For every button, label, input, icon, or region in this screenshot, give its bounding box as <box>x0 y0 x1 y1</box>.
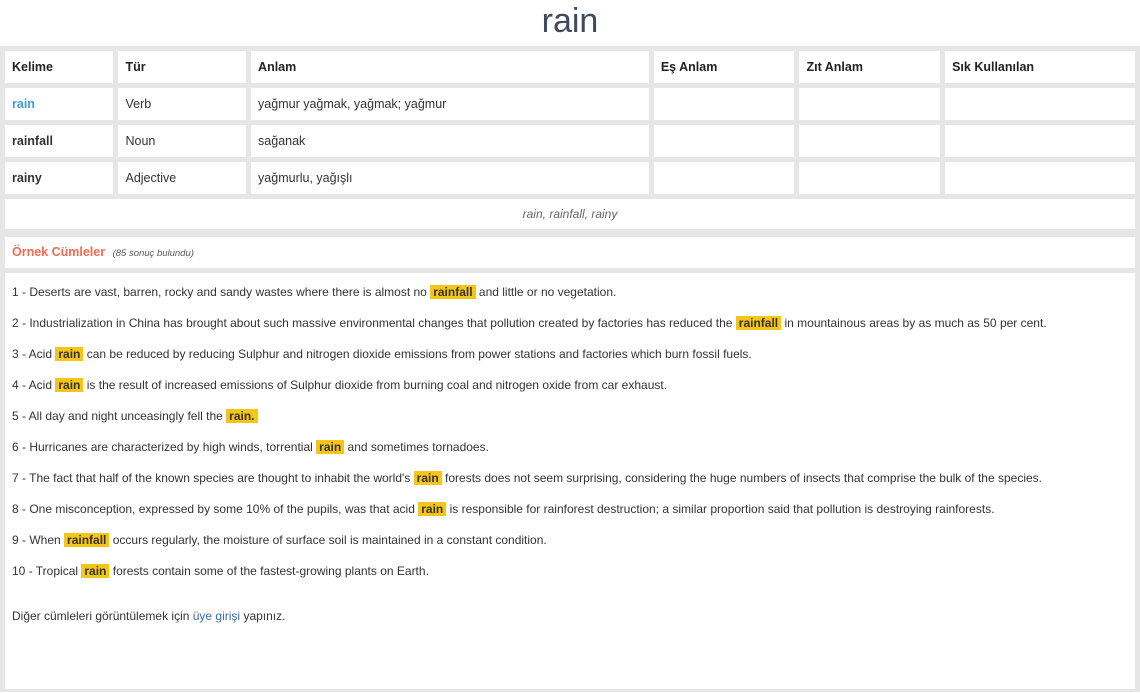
table-row <box>5 162 1135 194</box>
word-frequent <box>945 88 1135 120</box>
word-synonym <box>654 125 795 157</box>
highlighted-word: rainfall <box>736 316 781 330</box>
examples-count: (85 sonuç bulundu) <box>112 248 194 259</box>
word-frequent <box>945 162 1135 194</box>
example-sentence: 3 - Acid rain can be reduced by reducing Sulphur and nitrogen dioxide emissions from power stations and factories which burn fossil fuels. <box>12 347 752 361</box>
highlighted-word: rain <box>55 347 83 361</box>
word-synonym <box>654 88 795 120</box>
examples-header <box>5 237 1135 268</box>
table-row <box>5 88 1135 120</box>
highlighted-word: rainfall <box>430 285 475 299</box>
highlighted-word: rain. <box>226 409 257 423</box>
word-forms: rain, rainfall, rainy <box>5 199 1135 229</box>
highlighted-word: rain <box>414 471 442 485</box>
highlighted-word: rain <box>81 564 109 578</box>
word-type: Noun <box>118 125 246 157</box>
word-forms-row <box>5 199 1135 229</box>
example-sentence: 8 - One misconception, expressed by some 10% of the pupils, was that acid rain is responsible for rainforest destruction; a similar proportion said that pollution is destroying rainforests. <box>12 502 995 516</box>
header-tur: Tür <box>118 51 246 83</box>
word-antonym <box>799 88 940 120</box>
header-zit-anlam: Zıt Anlam <box>799 51 940 83</box>
highlighted-word: rain <box>55 378 83 392</box>
examples-title: Örnek Cümleler <box>12 245 106 259</box>
word-table <box>0 46 1140 234</box>
example-sentence: 9 - When rainfall occurs regularly, the moisture of surface soil is maintained in a constant condition. <box>12 533 547 547</box>
login-prompt: Diğer cümleleri görüntülemek için üye girişi yapınız. <box>12 609 286 623</box>
content-frame <box>0 46 1140 692</box>
example-sentence: 7 - The fact that half of the known species are thought to inhabit the world's rain forests does not seem surprising, considering the huge numbers of insects that comprise the bulk of the species. <box>12 471 1042 485</box>
highlighted-word: rain <box>316 440 344 454</box>
word-antonym <box>799 125 940 157</box>
header-kelime: Kelime <box>5 51 113 83</box>
login-link[interactable]: üye girişi <box>192 609 241 623</box>
word-type: Adjective <box>118 162 246 194</box>
word-rainy: rainy <box>5 162 113 194</box>
table-row <box>5 125 1135 157</box>
word-meaning: yağmur yağmak, yağmak; yağmur <box>251 88 649 120</box>
page-title: rain <box>541 2 599 40</box>
word-frequent <box>945 125 1135 157</box>
example-sentence: 10 - Tropical rain forests contain some of the fastest-growing plants on Earth. <box>12 564 429 578</box>
header-es-anlam: Eş Anlam <box>654 51 795 83</box>
example-sentence: 4 - Acid rain is the result of increased emissions of Sulphur dioxide from burning coal and nitrogen oxide from car exhaust. <box>12 378 668 392</box>
example-sentence: 2 - Industrialization in China has brought about such massive environmental changes that pollution created by factories has reduced the rainfall in mountainous areas by as much as 50 per cent. <box>12 316 1047 330</box>
highlighted-word: rain <box>418 502 446 516</box>
word-rainfall: rainfall <box>5 125 113 157</box>
example-sentence: 5 - All day and night unceasingly fell the rain. <box>12 407 1115 426</box>
word-synonym <box>654 162 795 194</box>
example-sentences <box>5 273 1135 689</box>
header-anlam: Anlam <box>251 51 649 83</box>
header-sik-kullanilan: Sık Kullanılan <box>945 51 1135 83</box>
word-antonym <box>799 162 940 194</box>
example-sentence: 1 - Deserts are vast, barren, rocky and sandy wastes where there is almost no rainfall and little or no vegetation. <box>12 285 617 299</box>
word-link-rain[interactable]: rain <box>5 88 113 120</box>
word-meaning: sağanak <box>251 125 649 157</box>
example-sentence: 6 - Hurricanes are characterized by high winds, torrential rain and sometimes tornadoes. <box>12 440 489 454</box>
table-header-row <box>5 51 1135 83</box>
word-type: Verb <box>118 88 246 120</box>
word-meaning: yağmurlu, yağışlı <box>251 162 649 194</box>
highlighted-word: rainfall <box>64 533 109 547</box>
